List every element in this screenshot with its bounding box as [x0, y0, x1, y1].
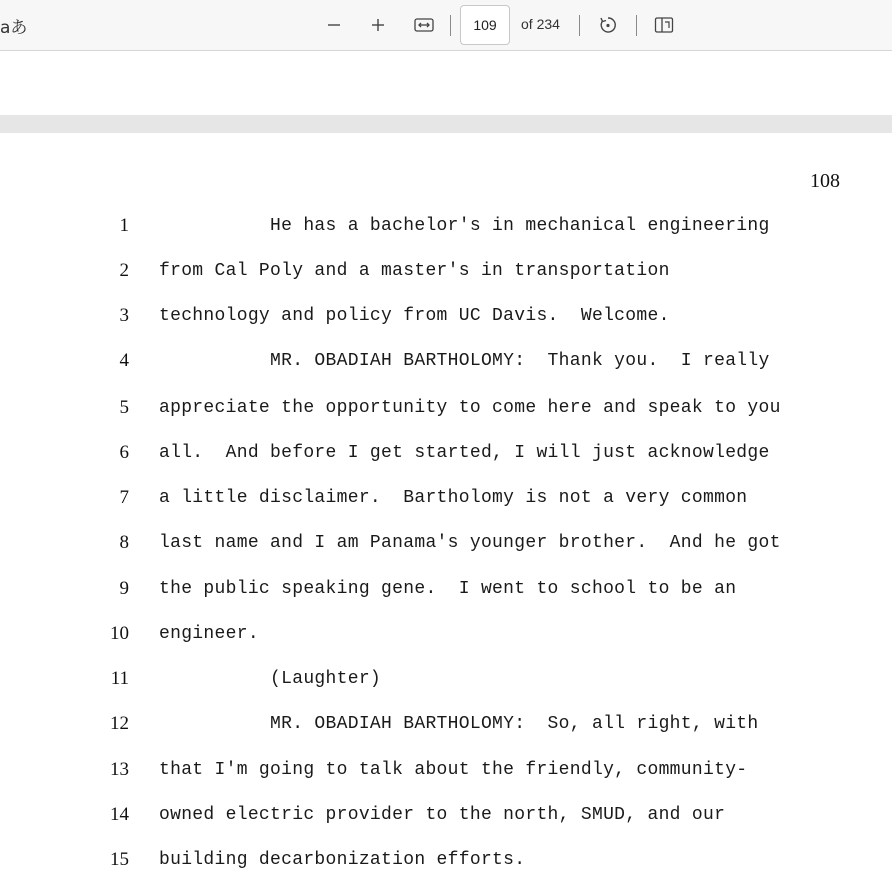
line-text: He has a bachelor's in mechanical engineering	[159, 216, 770, 236]
previous-page-bottom	[0, 52, 892, 115]
transcript-line	[0, 397, 892, 421]
line-text: (Laughter)	[159, 669, 382, 689]
line-number: 1	[119, 215, 129, 236]
transcript-line	[0, 668, 892, 692]
page-number-input[interactable]	[460, 5, 510, 45]
line-text: technology and policy from UC Davis. Welcome.	[159, 306, 670, 326]
read-aloud-button[interactable]	[0, 14, 27, 36]
document-page	[0, 133, 892, 891]
transcript-line	[0, 532, 892, 556]
line-number: 14	[110, 804, 129, 825]
line-number: 10	[110, 623, 129, 644]
transcript-line	[0, 350, 892, 374]
transcript-line	[0, 487, 892, 511]
line-text: building decarbonization efforts.	[159, 850, 526, 870]
line-text: appreciate the opportunity to come here and speak to you	[159, 398, 781, 418]
line-text: all. And before I get started, I will just acknowledge	[159, 443, 770, 463]
toolbar-divider	[450, 15, 451, 36]
line-number: 5	[119, 397, 129, 418]
line-number: 11	[110, 668, 129, 689]
zoom-in-button[interactable]	[362, 9, 394, 41]
line-number: 2	[119, 260, 129, 281]
transcript-line	[0, 260, 892, 284]
transcript-line	[0, 442, 892, 466]
page-view-button[interactable]	[648, 9, 680, 41]
line-text: MR. OBADIAH BARTHOLOMY: So, all right, with	[159, 714, 759, 734]
line-number: 13	[110, 759, 129, 780]
page-number: 108	[810, 170, 840, 192]
line-text: the public speaking gene. I went to school to be an	[159, 579, 737, 599]
transcript-line	[0, 623, 892, 647]
zoom-out-button[interactable]	[318, 9, 350, 41]
line-text: a little disclaimer. Bartholomy is not a very common	[159, 488, 748, 508]
line-text: engineer.	[159, 624, 259, 644]
line-number: 15	[110, 849, 129, 870]
plus-icon	[370, 17, 386, 33]
toolbar-divider	[636, 15, 637, 36]
rotate-button[interactable]	[592, 9, 624, 41]
line-text: owned electric provider to the north, SMUD, and our	[159, 805, 726, 825]
line-text: MR. OBADIAH BARTHOLOMY: Thank you. I really	[159, 351, 770, 371]
transcript-line	[0, 849, 892, 873]
line-text: from Cal Poly and a master's in transportation	[159, 261, 670, 281]
line-number: 6	[119, 442, 129, 463]
minus-icon	[326, 17, 342, 33]
transcript-line	[0, 578, 892, 602]
page-total-label: of 234	[521, 16, 560, 32]
line-number: 3	[119, 305, 129, 326]
transcript-line	[0, 713, 892, 737]
fit-to-width-icon	[414, 17, 434, 33]
line-text: last name and I am Panama's younger brother. And he got	[159, 533, 781, 553]
read-aloud-label: aあ	[0, 17, 28, 38]
pdf-toolbar	[0, 0, 892, 51]
transcript-line	[0, 305, 892, 329]
transcript-line	[0, 759, 892, 783]
page-separator	[0, 115, 892, 133]
transcript-line	[0, 804, 892, 828]
transcript-line	[0, 215, 892, 239]
line-number: 9	[119, 578, 129, 599]
fit-to-width-button[interactable]	[408, 9, 440, 41]
line-number: 8	[119, 532, 129, 553]
line-number: 12	[110, 713, 129, 734]
line-text: that I'm going to talk about the friendly, community-	[159, 760, 748, 780]
line-number: 4	[119, 350, 129, 371]
rotate-icon	[598, 15, 618, 35]
page-view-icon	[654, 16, 674, 34]
toolbar-divider	[579, 15, 580, 36]
line-number: 7	[119, 487, 129, 508]
